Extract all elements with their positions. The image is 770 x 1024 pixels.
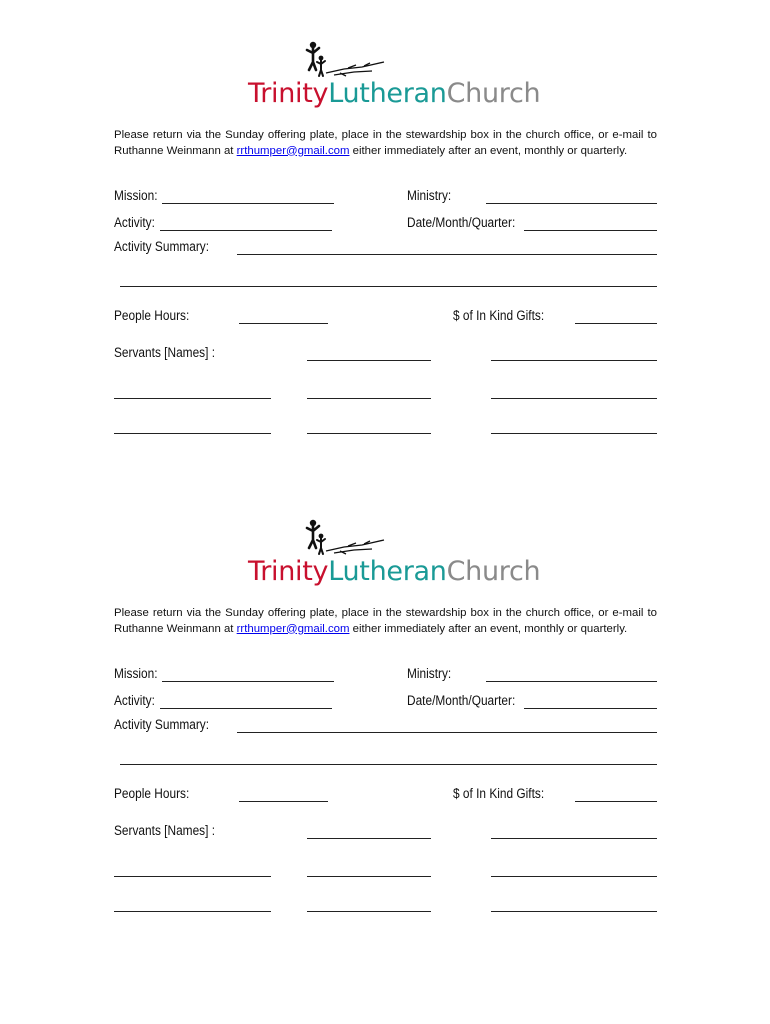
servant-name-field[interactable] xyxy=(307,420,431,434)
servant-name-field[interactable] xyxy=(307,825,431,839)
servant-name-field[interactable] xyxy=(114,385,271,399)
church-logo xyxy=(248,518,541,598)
instructions-text-end: either immediately after an event, monthly or quarterly. xyxy=(349,144,628,157)
servant-name-field[interactable] xyxy=(307,385,431,399)
in-kind-gifts-field[interactable] xyxy=(575,310,657,324)
mission-label: Mission: xyxy=(114,188,158,203)
instructions-text-end: either immediately after an event, monthly or quarterly. xyxy=(349,622,628,635)
activity-summary-field-line-2[interactable] xyxy=(120,273,657,287)
logo-church: Church xyxy=(446,556,541,587)
ministry-label: Ministry: xyxy=(407,188,452,203)
logo-wordmark xyxy=(248,556,540,587)
servants-names-label: Servants [Names] : xyxy=(114,823,216,838)
servants-names-label: Servants [Names] : xyxy=(114,345,216,360)
servant-name-field[interactable] xyxy=(491,825,657,839)
servant-name-field[interactable] xyxy=(307,863,431,877)
servant-name-field[interactable] xyxy=(114,898,271,912)
figures-logo-icon xyxy=(304,518,394,558)
ministry-field[interactable] xyxy=(486,190,657,204)
logo-lutheran: Lutheran xyxy=(328,556,447,587)
figures-logo-icon xyxy=(304,40,394,80)
activity-field[interactable] xyxy=(160,217,332,231)
activity-label: Activity: xyxy=(114,215,155,230)
mission-field[interactable] xyxy=(162,190,334,204)
date-month-quarter-field[interactable] xyxy=(524,217,657,231)
instructions-text: Please return via the Sunday offering plate, place in the stewardship box in the church office, or e-mail to Ruthanne Weinmann at xyxy=(114,607,657,635)
ministry-label: Ministry: xyxy=(407,666,452,681)
activity-summary-label: Activity Summary: xyxy=(114,239,210,254)
email-link[interactable]: rrthumper@gmail.com xyxy=(236,144,350,157)
logo-trinity: Trinity xyxy=(248,78,329,109)
activity-summary-label: Activity Summary: xyxy=(114,717,210,732)
logo-church: Church xyxy=(446,78,541,109)
people-hours-field[interactable] xyxy=(239,310,328,324)
activity-summary-field[interactable] xyxy=(237,719,657,733)
logo-lutheran: Lutheran xyxy=(328,78,447,109)
logo-trinity: Trinity xyxy=(248,556,329,587)
servant-name-field[interactable] xyxy=(491,385,657,399)
servant-name-field[interactable] xyxy=(114,420,271,434)
activity-summary-field[interactable] xyxy=(237,241,657,255)
servant-name-field[interactable] xyxy=(491,898,657,912)
form-copy-2 xyxy=(0,518,770,988)
ministry-field[interactable] xyxy=(486,668,657,682)
logo-wordmark xyxy=(248,78,540,109)
people-hours-label: People Hours: xyxy=(114,786,190,801)
form-copy-1 xyxy=(0,40,770,510)
instructions-text: Please return via the Sunday offering plate, place in the stewardship box in the church office, or e-mail to Ruthanne Weinmann at xyxy=(114,129,657,157)
servant-name-field[interactable] xyxy=(491,347,657,361)
instructions xyxy=(114,128,657,159)
date-month-quarter-label: Date/Month/Quarter: xyxy=(407,215,516,230)
servant-name-field[interactable] xyxy=(114,863,271,877)
mission-label: Mission: xyxy=(114,666,158,681)
date-month-quarter-field[interactable] xyxy=(524,695,657,709)
activity-label: Activity: xyxy=(114,693,155,708)
activity-summary-field-line-2[interactable] xyxy=(120,751,657,765)
email-link[interactable]: rrthumper@gmail.com xyxy=(236,622,350,635)
people-hours-label: People Hours: xyxy=(114,308,190,323)
people-hours-field[interactable] xyxy=(239,788,328,802)
in-kind-gifts-label: $ of In Kind Gifts: xyxy=(453,786,545,801)
servant-name-field[interactable] xyxy=(491,420,657,434)
in-kind-gifts-field[interactable] xyxy=(575,788,657,802)
instructions xyxy=(114,606,657,637)
activity-field[interactable] xyxy=(160,695,332,709)
date-month-quarter-label: Date/Month/Quarter: xyxy=(407,693,516,708)
church-logo xyxy=(248,40,541,120)
in-kind-gifts-label: $ of In Kind Gifts: xyxy=(453,308,545,323)
mission-field[interactable] xyxy=(162,668,334,682)
servant-name-field[interactable] xyxy=(307,898,431,912)
servant-name-field[interactable] xyxy=(307,347,431,361)
servant-name-field[interactable] xyxy=(491,863,657,877)
